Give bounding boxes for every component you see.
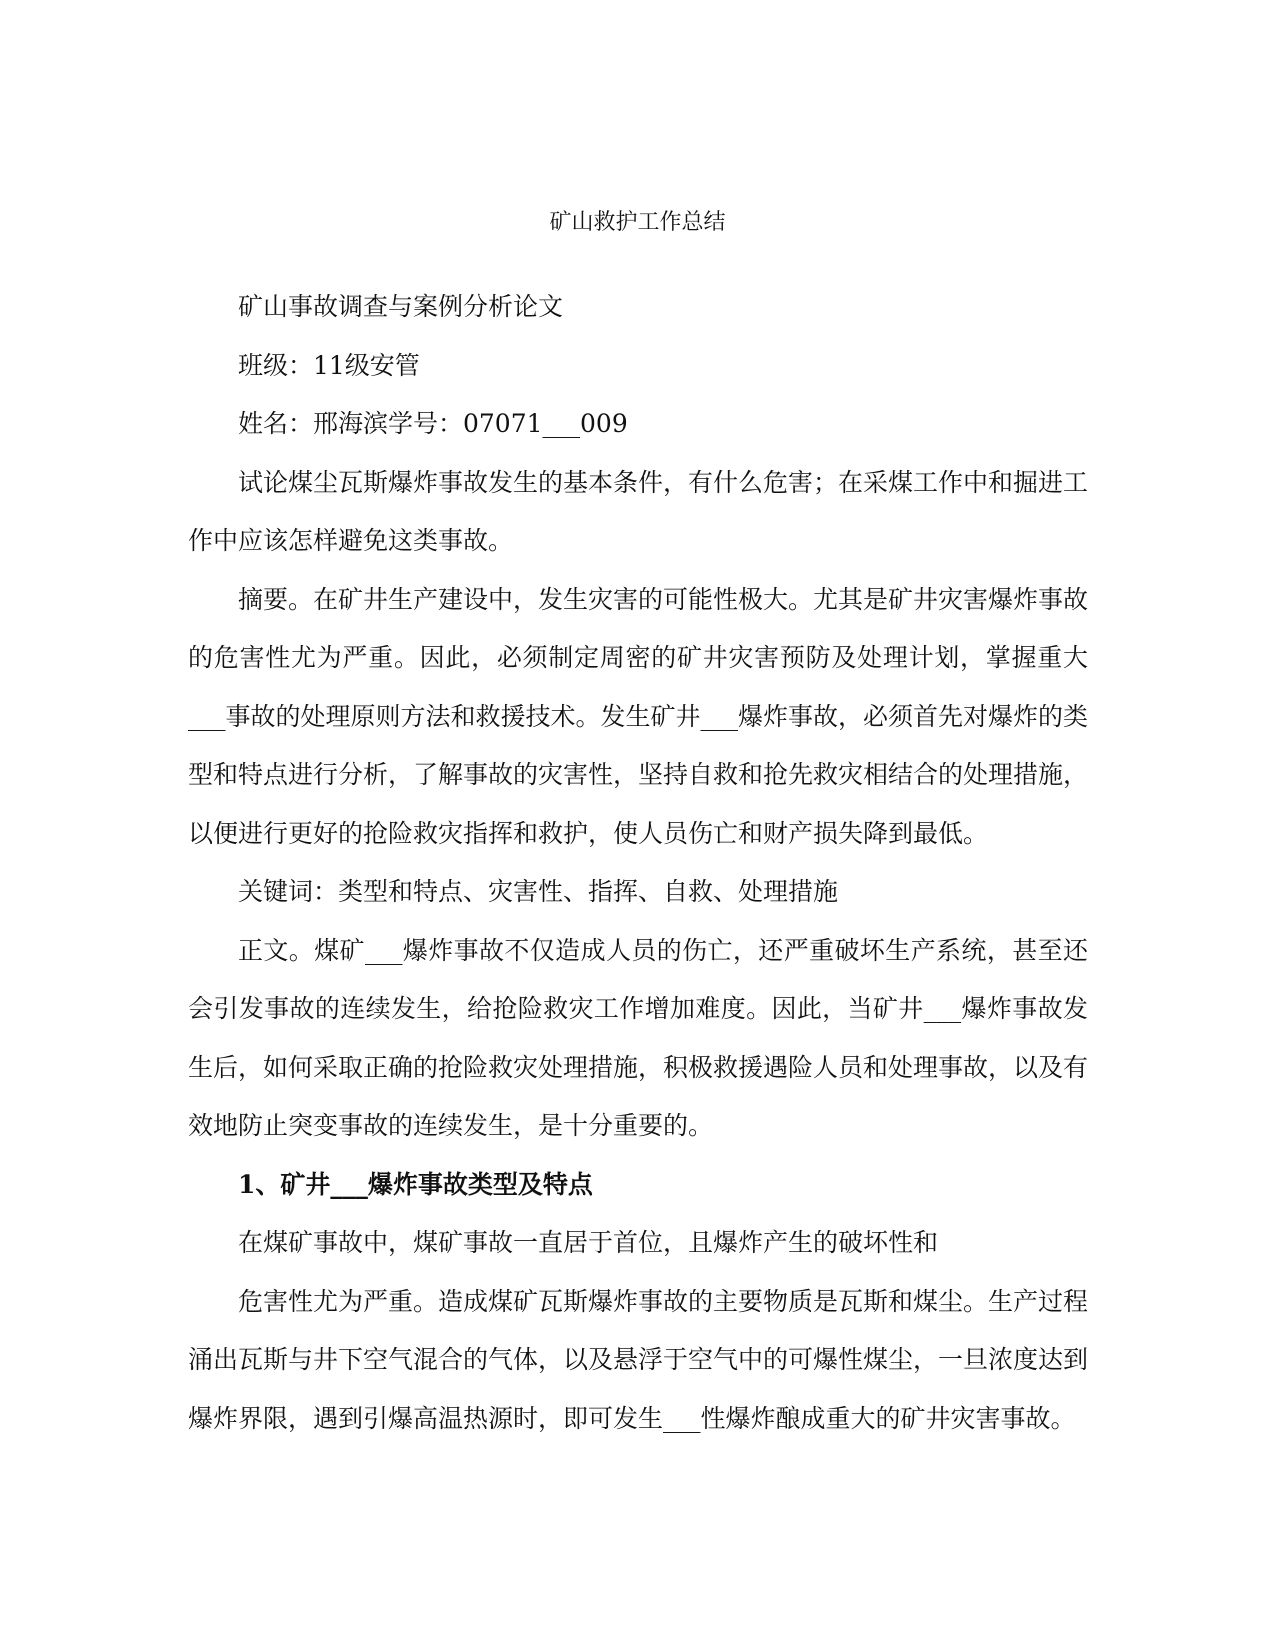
topic-paragraph: 试论煤尘瓦斯爆炸事故发生的基本条件，有什么危害；在采煤工作中和掘进工作中应该怎样避免这类事故。 xyxy=(188,467,1089,555)
class-line: 班级：11级安管 xyxy=(238,350,420,380)
paper-title-line: 矿山事故调查与案例分析论文 xyxy=(238,292,564,321)
name-id-line: 姓名：邢海滨学号：07071___009 xyxy=(238,409,628,438)
abstract-paragraph: 摘要。在矿井生产建设中，发生灾害的可能性极大。尤其是矿井灾害爆炸事故的危害性尤为严重。因此，必须制定周密的矿井灾害预防及处理计划，掌握重大___事故的处理原则方法和救援技术。发生矿井___爆炸事故，必须首先对爆炸的类型和特点进行分析，了解事故的灾害性，坚持自救和抢先救灾相结合的处理措施，以便进行更好的抢险救灾指挥和救护，使人员伤亡和财产损失降到最低。 xyxy=(188,584,1089,848)
section-paragraph: 在煤矿事故中，煤矿事故一直居于首位，且爆炸产生的破坏性和 xyxy=(238,1228,939,1257)
body-paragraph: 正文。煤矿___爆炸事故不仅造成人员的伤亡，还严重破坏生产系统，甚至还会引发事故的连续发生，给抢险救灾工作增加难度。因此，当矿井___爆炸事故发生后，如何采取正确的抢险救灾处理措施，积极救援遇险人员和处理事故，以及有效地防止突变事故的连续发生，是十分重要的。 xyxy=(188,935,1089,1140)
section-heading: 1、矿井___爆炸事故类型及特点 xyxy=(238,1169,593,1199)
document-title: 矿山救护工作总结 xyxy=(549,210,726,235)
keywords-line: 关键词：类型和特点、灾害性、指挥、自救、处理措施 xyxy=(238,877,839,906)
document-body xyxy=(188,278,1088,1448)
section-paragraph: 危害性尤为严重。造成煤矿瓦斯爆炸事故的主要物质是瓦斯和煤尘。生产过程涌出瓦斯与井下空气混合的气体，以及悬浮于空气中的可爆性煤尘，一旦浓度达到爆炸界限，遇到引爆高温热源时，即可发生___性爆炸酿成重大的矿井灾害事故。 xyxy=(188,1286,1089,1433)
